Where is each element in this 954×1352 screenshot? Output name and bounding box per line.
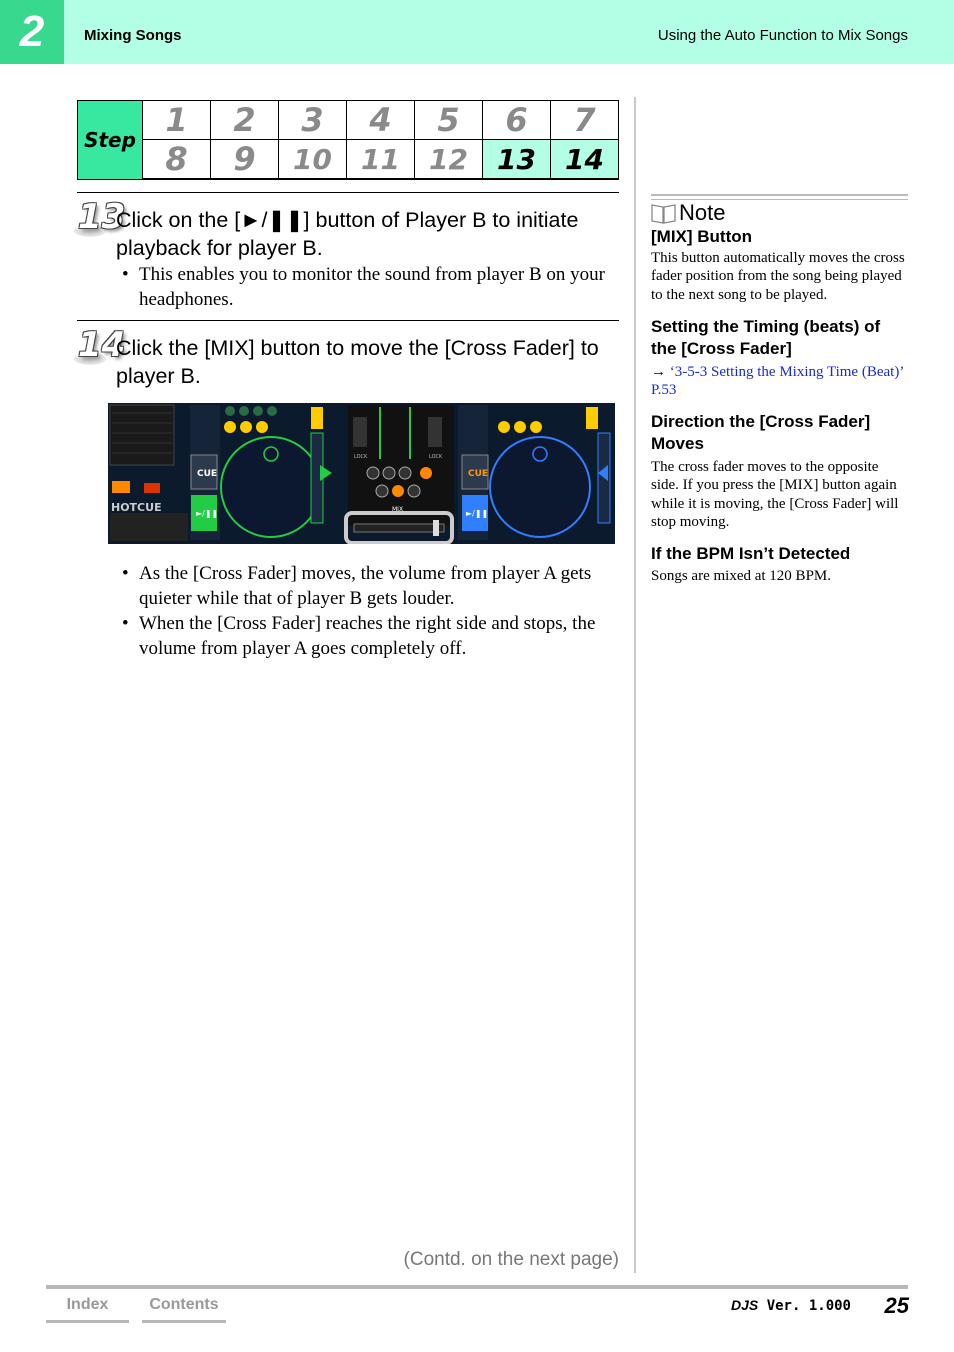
step-progress-table: [77, 100, 619, 180]
note-body: Songs are mixed at 120 BPM.: [651, 568, 831, 584]
play-label-b: ►/❚❚: [466, 509, 489, 518]
step-cell: 9: [211, 140, 279, 180]
page-header: [0, 0, 954, 64]
product-name: DJS: [731, 1297, 759, 1313]
step-bullet: • As the [Cross Fader] moves, the volume from player A gets quieter while that of player B gets louder.: [122, 561, 619, 611]
step-number: 13: [78, 197, 126, 237]
divider: [77, 320, 619, 321]
arrow-icon: →: [651, 364, 666, 380]
step-bullet: • This enables you to monitor the sound from player B on your headphones.: [122, 262, 619, 312]
column-divider: [634, 97, 636, 1273]
step-cell: 11: [347, 140, 415, 180]
divider: [77, 192, 619, 193]
footer-rule: [46, 1285, 908, 1289]
version-info: [731, 1297, 851, 1314]
note-heading: If the BPM Isn’t Detected: [651, 544, 851, 563]
cue-label-b: CUE: [468, 469, 489, 479]
note-heading: Direction the [Cross Fader] Moves: [651, 412, 871, 453]
lock-label-b: LOCK: [429, 454, 443, 460]
cue-label-a: CUE: [197, 469, 218, 479]
step-cell: 3: [279, 101, 347, 140]
step-cell-active: 13: [483, 140, 551, 180]
version-text: Ver. 1.000: [766, 1298, 851, 1314]
note-heading: Setting the Timing (beats) of the [Cross Fader]: [651, 317, 881, 358]
dj-software-screenshot: [108, 403, 615, 544]
note-link-line: [651, 363, 908, 400]
step-cell: 10: [279, 140, 347, 180]
play-label-a: ►/❚❚: [196, 509, 219, 518]
mix-label: MIX: [392, 506, 404, 513]
step-cell: 7: [551, 101, 619, 140]
note-title: Note: [679, 200, 726, 225]
step-bullet: • When the [Cross Fader] reaches the right side and stops, the volume from player A goes completely off.: [122, 611, 619, 661]
step-instruction: Click the [MIX] button to move the [Cross Fader] to player B.: [116, 336, 599, 388]
step-cell: 4: [347, 101, 415, 140]
section-title: Mixing Songs: [84, 27, 182, 44]
chapter-number: 2: [0, 0, 64, 64]
note-header: [651, 200, 725, 226]
step-cell: 1: [143, 101, 211, 140]
book-icon: [651, 202, 676, 224]
topic-title: Using the Auto Function to Mix Songs: [657, 27, 908, 44]
contents-button[interactable]: Contents: [142, 1296, 226, 1323]
note-body: This button automatically moves the cross fader position from the song being played to the next song to be played.: [651, 250, 905, 303]
step-instruction: Click on the [►/❚❚] button of Player B to initiate playback for player B.: [116, 208, 579, 260]
step-cell: 8: [143, 140, 211, 180]
step-label: Step: [78, 101, 143, 180]
note-body: The cross fader moves to the opposite side. If you press the [MIX] button again while it is moving, the [Cross Fader] will stop moving.: [651, 459, 899, 530]
step-cell: 6: [483, 101, 551, 140]
step-cell: 5: [415, 101, 483, 140]
hotcue-label: HOTCUE: [111, 501, 162, 514]
step-cell: 2: [211, 101, 279, 140]
step-cell: 12: [415, 140, 483, 180]
page-number: 25: [884, 1293, 909, 1318]
note-heading: [MIX] Button: [651, 227, 753, 246]
index-button[interactable]: Index: [46, 1296, 129, 1323]
lock-label-a: LOCK: [354, 454, 368, 460]
continued-note: (Contd. on the next page): [403, 1249, 619, 1270]
step-cell-active: 14: [551, 140, 619, 180]
step-number: 14: [78, 325, 126, 365]
cross-reference-link[interactable]: ‘3-5-3 Setting the Mixing Time (Beat)’ P.53: [651, 364, 904, 399]
